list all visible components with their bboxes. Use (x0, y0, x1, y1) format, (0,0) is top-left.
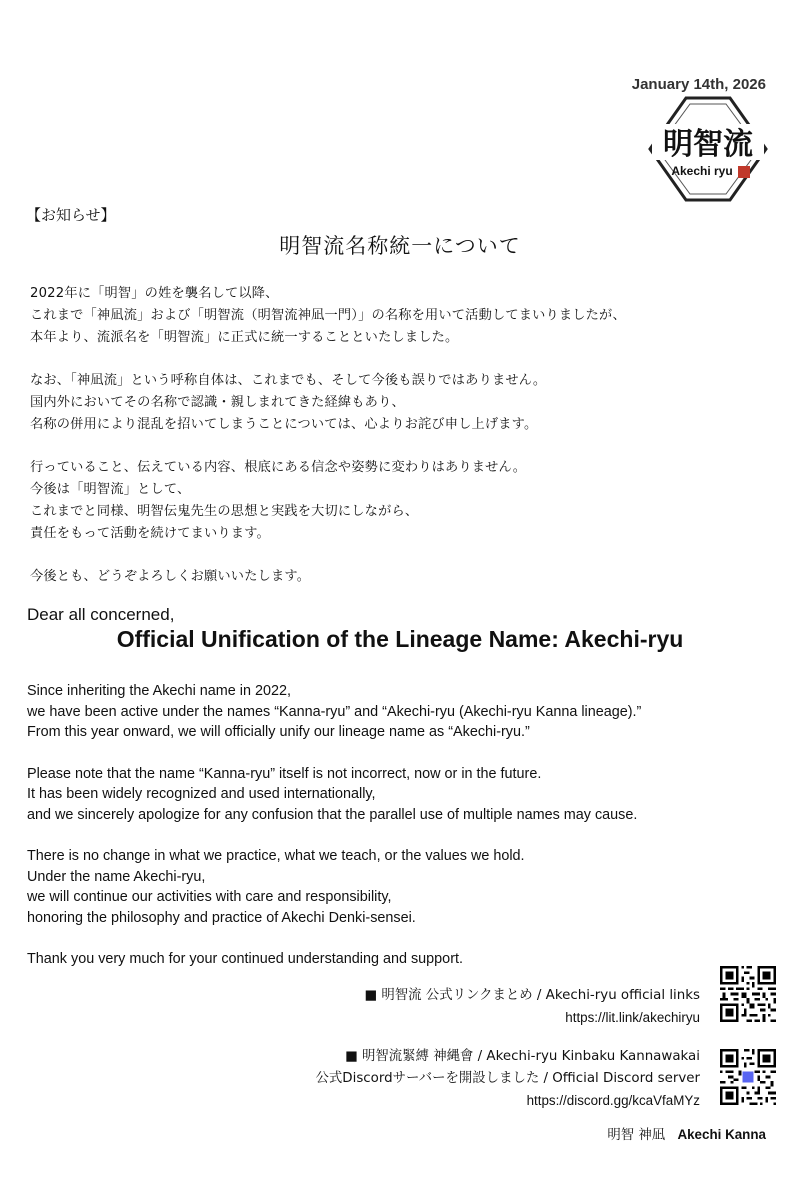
official-links-qr-code-icon (720, 966, 776, 1022)
discord-qr-code-icon (720, 1049, 776, 1105)
official-links-url[interactable]: https://lit.link/akechiryu (565, 1010, 700, 1025)
japanese-paragraph (30, 566, 770, 588)
english-line: From this year onward, we will officially unify our lineage name as “Akechi-ryu.” (27, 724, 530, 740)
official-links-heading: ■ 明智流 公式リンクまとめ / Akechi-ryu official links (364, 988, 700, 1003)
english-line: Thank you very much for your continued understanding and support. (27, 951, 463, 967)
english-line: we have been active under the names “Kanna-ryu” and “Akechi-ryu (Akechi-ryu Kanna lineage).” (27, 703, 642, 720)
notice-label: 【お知らせ】 (26, 206, 116, 224)
english-line: we will continue our activities with care and responsibility, (27, 889, 392, 905)
signature-jp: 明智 神凪 (607, 1128, 666, 1143)
logo-graphic (646, 94, 770, 204)
japanese-line: なお、「神凪流」という呼称自体は、これまでも、そして今後も誤りではありません。 (30, 373, 547, 388)
english-greeting: Dear all concerned, (27, 605, 175, 624)
japanese-title: 明智流名称統一について (279, 234, 521, 258)
english-paragraph (27, 764, 787, 826)
japanese-paragraph (30, 457, 770, 545)
english-line: honoring the philosophy and practice of Akechi Denki-sensei. (27, 909, 416, 926)
akechi-ryu-logo (646, 94, 770, 204)
japanese-line: 行っていること、伝えている内容、根底にある信念や姿勢に変わりはありません。 (30, 460, 527, 475)
english-line: and we sincerely apologize for any confusion that the parallel use of multiple names may cause. (27, 806, 638, 823)
japanese-line: これまで「神凪流」および「明智流（明智流神凪一門）」の名称を用いて活動してまいりましたが、 (30, 308, 626, 323)
japanese-line: 2022年に「明智」の姓を襲名して以降、 (30, 286, 279, 301)
english-paragraph (27, 846, 787, 928)
japanese-line: 今後は「明智流」として、 (30, 482, 191, 497)
english-line: Under the name Akechi-ryu, (27, 868, 206, 885)
english-line: Since inheriting the Akechi name in 2022, (27, 683, 291, 699)
discord-url[interactable]: https://discord.gg/kcaVfaMYz (526, 1093, 700, 1108)
discord-block (316, 1046, 701, 1112)
logo-subtext: Akechi ryu (671, 164, 733, 178)
logo-text: 明智流 (663, 127, 753, 162)
signature-en: Akechi Kanna (677, 1127, 766, 1142)
japanese-line: 責任をもって活動を続けてまいります。 (30, 526, 270, 541)
logo-seal-icon (738, 166, 750, 178)
english-paragraph (27, 681, 787, 743)
notice-date: January 14th, 2026 (631, 76, 766, 93)
official-links-block (364, 985, 700, 1029)
discord-description: 公式Discordサーバーを開設しました / Official Discord server (315, 1071, 700, 1086)
english-line: Please note that the name “Kanna-ryu” itself is not incorrect, now or in the future. (27, 765, 542, 782)
english-title: Official Unification of the Lineage Name: Akechi-ryu (116, 626, 684, 652)
japanese-paragraph (30, 370, 770, 436)
japanese-line: 今後とも、どうぞよろしくお願いいたします。 (30, 569, 311, 584)
signature (607, 1124, 766, 1143)
japanese-line: 名称の併用により混乱を招いてしまうことについては、心よりお詫び申し上げます。 (30, 417, 538, 432)
english-line: It has been widely recognized and used internationally, (27, 786, 376, 802)
english-paragraph (27, 949, 787, 970)
japanese-paragraph (30, 283, 770, 349)
japanese-line: これまでと同様、明智伝鬼先生の思想と実践を大切にしながら、 (30, 504, 419, 519)
english-body (27, 681, 787, 991)
english-line: There is no change in what we practice, what we teach, or the values we hold. (27, 848, 525, 864)
discord-heading: ■ 明智流緊縛 神縄會 / Akechi-ryu Kinbaku Kannawakai (345, 1049, 700, 1064)
japanese-line: 本年より、流派名を「明智流」に正式に統一することといたしました。 (30, 330, 459, 345)
japanese-body (30, 283, 770, 609)
japanese-line: 国内外においてその名称で認識・親しまれてきた経緯もあり、 (30, 395, 405, 410)
